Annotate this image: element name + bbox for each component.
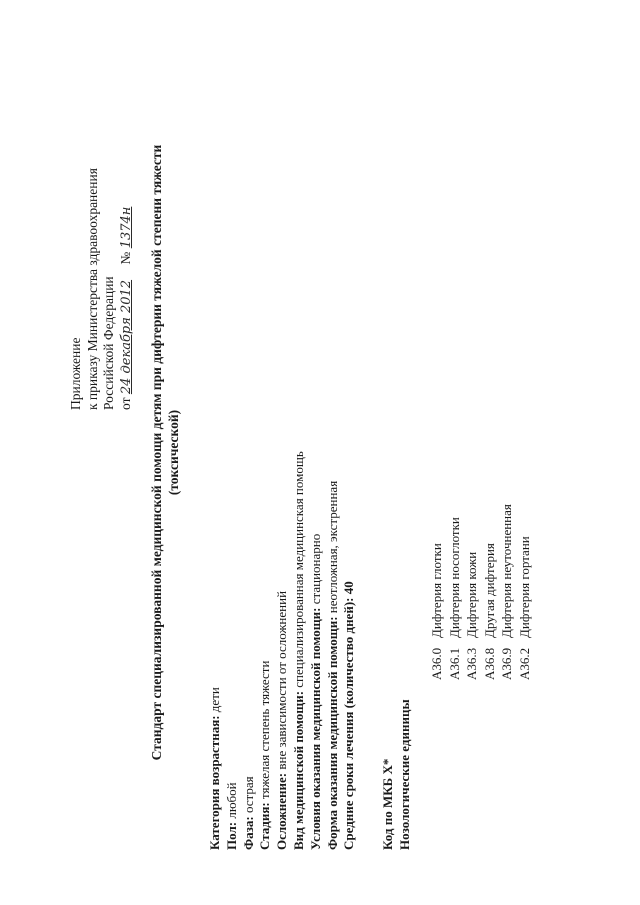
parameter-label: Вид медицинской помощи: xyxy=(290,690,306,850)
icd-code-row xyxy=(446,504,464,680)
parameter-row xyxy=(224,451,241,850)
appendix-line-2: к приказу Министерства здравоохранения xyxy=(84,168,100,410)
icd-section xyxy=(380,699,414,850)
parameter-value: неотложная, экстренная xyxy=(324,480,340,614)
appendix-line-1: Приложение xyxy=(68,337,83,410)
icd-code-name: Дифтерия гортани xyxy=(516,536,532,638)
appendix-date-line xyxy=(118,168,136,410)
icd-code-row xyxy=(516,504,534,680)
parameter-value: любой xyxy=(223,782,239,819)
parameter-row xyxy=(207,451,224,850)
parameter-row xyxy=(257,451,274,850)
parameter-row xyxy=(241,451,258,850)
parameter-label: Пол: xyxy=(223,821,239,850)
icd-code-row xyxy=(498,504,516,680)
icd-code-row xyxy=(463,504,481,680)
icd-code-row xyxy=(428,504,446,680)
document-title xyxy=(148,0,182,905)
icd-code-name: Дифтерия глотки xyxy=(429,543,444,638)
parameter-label: Форма оказания медицинской помощи: xyxy=(324,616,340,850)
icd-code: A36.8 xyxy=(481,647,497,680)
icd-code-name: Дифтерия носоглотки xyxy=(446,517,462,638)
parameter-label: Категория возрастная: xyxy=(207,715,222,850)
icd-code: A36.3 xyxy=(464,647,480,680)
icd-code: A36.9 xyxy=(499,647,515,680)
parameter-value: 40 xyxy=(341,581,357,595)
parameter-value: стационарно xyxy=(307,533,323,605)
handwritten-date: 24 декабря 2012 xyxy=(118,279,134,395)
parameter-value: вне зависимости от осложнений xyxy=(274,590,290,770)
parameter-row xyxy=(291,451,308,850)
icd-label: Код по МКБ X* xyxy=(380,758,395,850)
parameter-label: Стадия: xyxy=(257,802,273,850)
icd-codes-list xyxy=(428,504,534,680)
parameters-list xyxy=(207,451,358,850)
appendix-header xyxy=(68,168,135,410)
parameter-label: Фаза: xyxy=(240,816,256,850)
parameter-row xyxy=(274,451,291,850)
handwritten-number: 1374н xyxy=(118,206,134,249)
parameter-value: тяжелая степень тяжести xyxy=(257,660,273,800)
icd-code-row xyxy=(481,504,499,680)
parameter-label: Осложнение: xyxy=(274,772,290,850)
parameter-row xyxy=(341,451,358,850)
icd-code-name: Другая дифтерия xyxy=(481,543,497,638)
appendix-line-3: Российской Федерации xyxy=(101,276,116,410)
icd-code: A36.1 xyxy=(446,647,462,680)
date-prefix: от xyxy=(117,397,133,410)
icd-code: A36.2 xyxy=(516,647,532,680)
parameter-label: Средние сроки лечения (количество дней): xyxy=(341,597,357,850)
parameter-value: специализированная медицинская помощь xyxy=(290,451,306,688)
icd-sublabel: Нозологические единицы xyxy=(396,699,412,850)
number-prefix: № xyxy=(117,251,133,265)
parameter-value: острая xyxy=(240,776,256,814)
title-line-2: (токсической) xyxy=(166,409,181,496)
title-line-1: Стандарт специализированной медицинской помощи детям при дифтерии тяжелой степени тяжести xyxy=(149,144,164,761)
parameter-label: Условия оказания медицинской помощи: xyxy=(307,607,323,850)
parameter-row xyxy=(308,451,325,850)
parameter-value: дети xyxy=(207,687,222,713)
icd-code: A36.0 xyxy=(429,647,444,680)
parameter-row xyxy=(325,451,342,850)
icd-code-name: Дифтерия неуточненная xyxy=(499,504,515,638)
icd-code-name: Дифтерия кожи xyxy=(464,551,480,638)
